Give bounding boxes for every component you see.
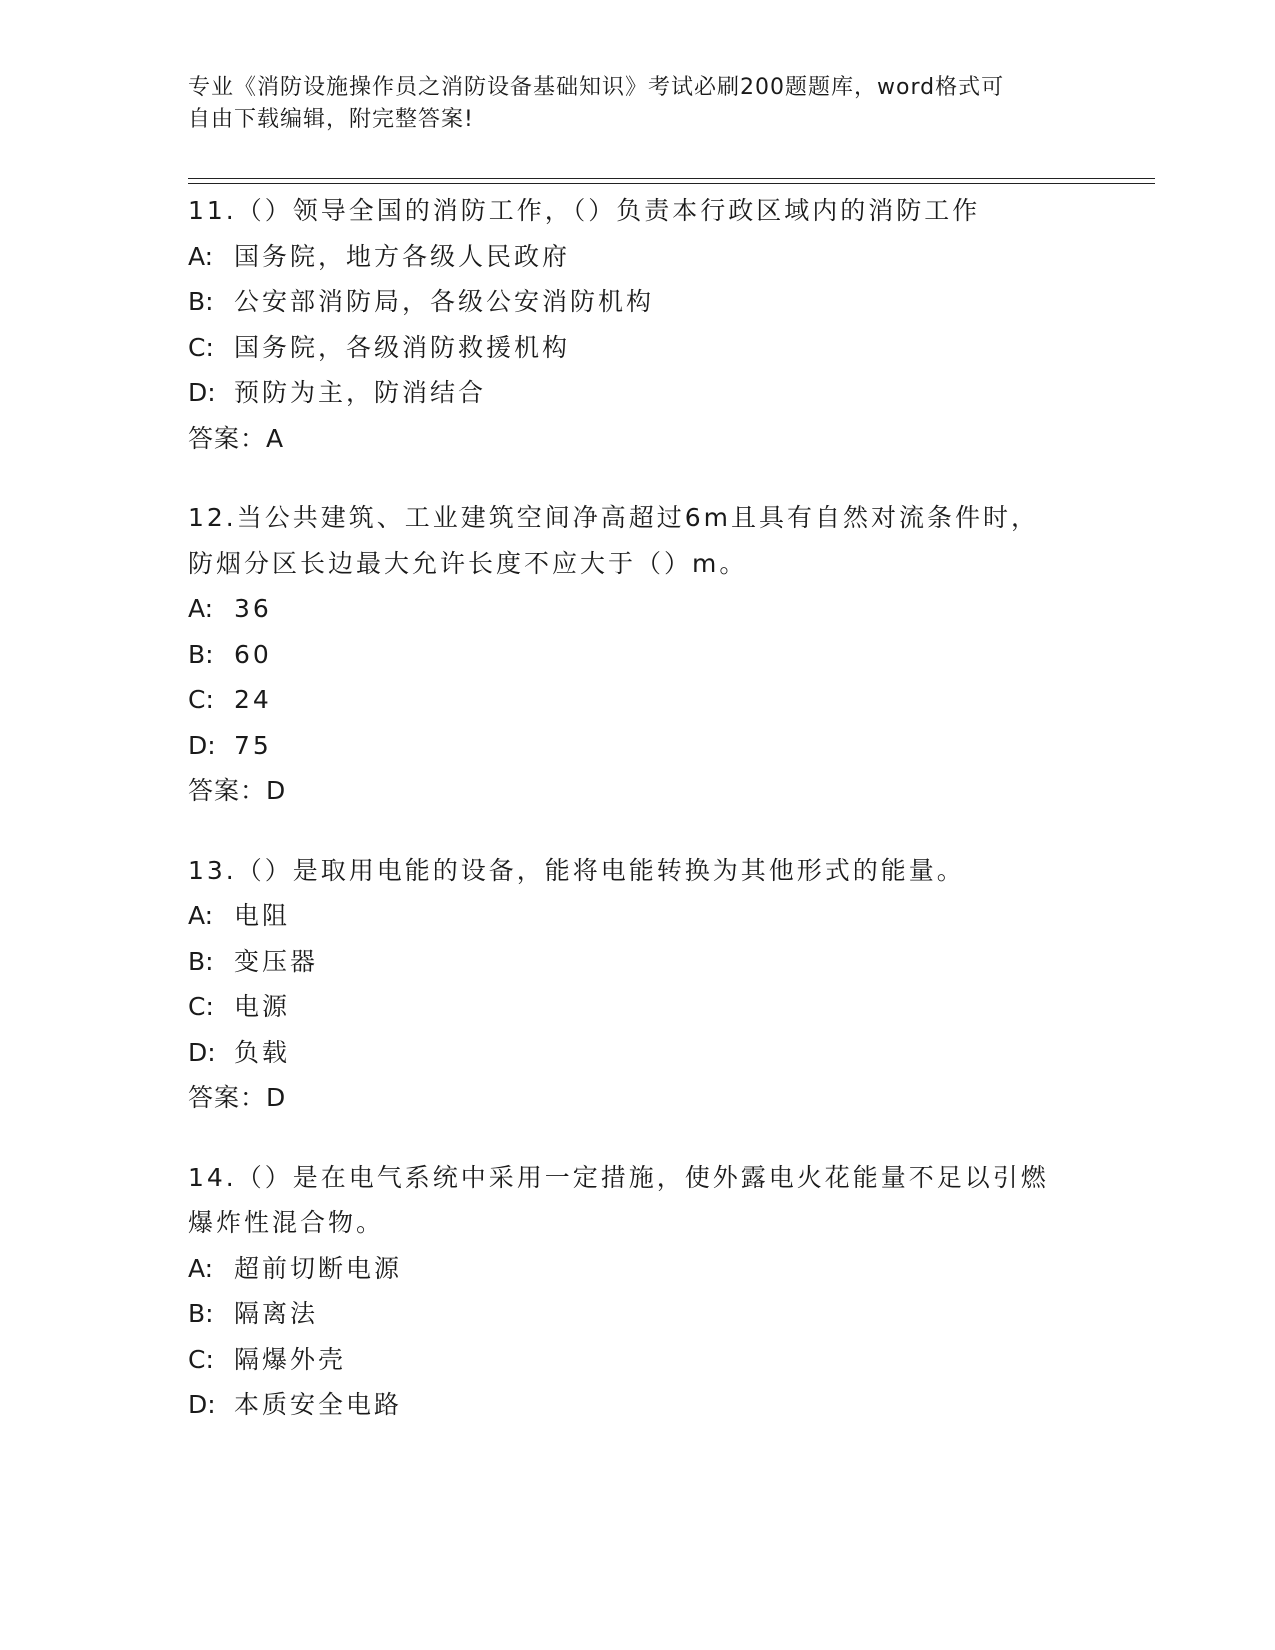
option-row [188,984,1148,1030]
document-header [188,72,1088,136]
option-letter: A: [188,901,214,930]
answer-text: 答案：D [188,1083,287,1112]
option-row [188,1382,1148,1428]
option-letter: A: [188,241,214,271]
option-text: 电源 [234,992,291,1021]
option-row [188,370,1148,416]
question-text: 防烟分区长边最大允许长度不应大于（）m。 [188,548,748,578]
option-text: 公安部消防局，各级公安消防机构 [234,287,655,316]
option-row [188,234,1148,280]
option-letter: B: [188,1299,214,1328]
option-letter: C: [188,1344,214,1374]
header-divider-bottom [188,183,1155,184]
option-letter: D: [188,378,216,407]
option-row [188,939,1148,985]
option-text: 24 [234,685,272,714]
option-row [188,586,1148,632]
option-text: 国务院，地方各级人民政府 [234,241,571,271]
option-text: 预防为主，防消结合 [234,378,487,407]
question-block [188,1155,1148,1428]
question-text: 13.（）是取用电能的设备，能将电能转换为其他形式的能量。 [188,855,965,885]
option-text: 电阻 [234,901,291,930]
question-block [188,495,1148,814]
option-letter: B: [188,639,214,669]
option-letter: B: [188,287,214,316]
option-text: 60 [234,639,272,669]
option-row [188,632,1148,678]
option-row [188,1030,1148,1076]
option-text: 超前切断电源 [234,1253,403,1283]
option-row [188,1291,1148,1337]
answer-text: 答案：A [188,423,285,453]
option-row [188,677,1148,723]
question-block [188,188,1148,461]
question-text: 爆炸性混合物。 [188,1208,385,1237]
option-text: 本质安全电路 [234,1390,403,1419]
option-text: 隔爆外壳 [234,1344,347,1374]
option-text: 变压器 [234,946,319,976]
question-list [188,188,1148,1462]
option-row [188,723,1148,769]
option-row [188,325,1148,371]
option-text: 国务院，各级消防救援机构 [234,332,571,362]
option-row [188,1246,1148,1292]
header-line-2: 自由下载编辑，附完整答案! [188,107,474,132]
option-letter: D: [188,1390,216,1419]
option-letter: D: [188,730,216,760]
option-letter: C: [188,992,214,1021]
option-letter: B: [188,946,214,976]
option-letter: D: [188,1037,216,1067]
option-letter: C: [188,685,214,714]
option-text: 负载 [234,1037,291,1067]
header-divider-top [188,178,1155,179]
option-text: 75 [234,730,272,760]
question-text: 11.（）领导全国的消防工作，（）负责本行政区域内的消防工作 [188,196,981,225]
question-text: 14.（）是在电气系统中采用一定措施，使外露电火花能量不足以引燃 [188,1162,1049,1192]
question-block [188,848,1148,1121]
option-row [188,279,1148,325]
option-letter: A: [188,594,214,623]
header-line-1: 专业《消防设施操作员之消防设备基础知识》考试必刷200题题库，word格式可 [188,75,1005,100]
option-text: 隔离法 [234,1299,319,1328]
option-letter: A: [188,1253,214,1283]
option-letter: C: [188,332,214,362]
question-text: 12.当公共建筑、工业建筑空间净高超过6m且具有自然对流条件时， [188,503,1040,532]
option-row [188,893,1148,939]
option-row [188,1337,1148,1383]
answer-text: 答案：D [188,776,287,805]
option-text: 36 [234,594,272,623]
